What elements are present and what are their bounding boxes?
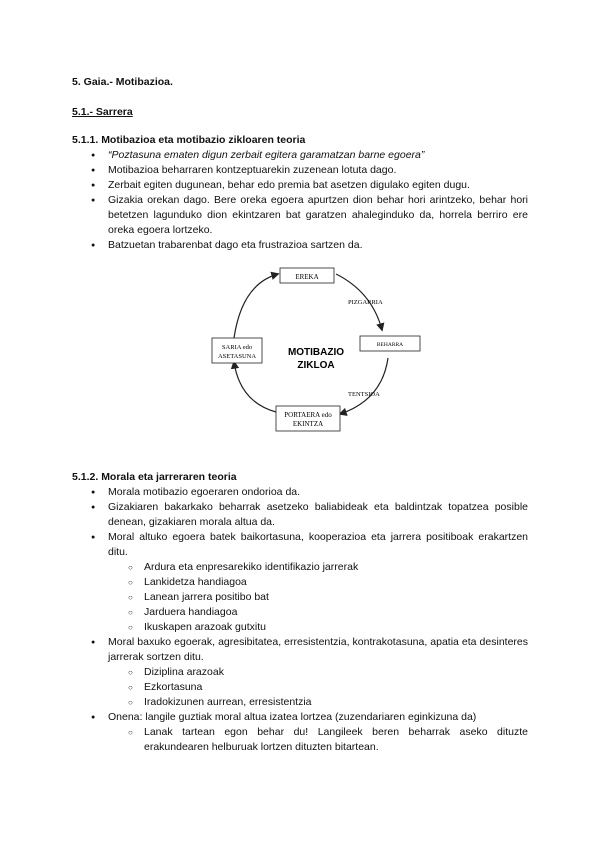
box-saria-label-1: SARIA edo — [221, 344, 253, 351]
label-pizgarria: PIZGARRIA — [348, 299, 383, 306]
sub-list-item: ○ Diziplina arazoak — [144, 665, 528, 680]
list-item: ● Onena: langile guztiak moral altua izatea lortzea (zuzendariaren eginkizuna da) — [108, 710, 528, 725]
section-heading-5-1-1: 5.1.1. Motibazioa eta motibazio zikloaren teoria — [72, 134, 306, 146]
list-item: ● Zerbait egiten dugunean, behar edo premia bat asetzen digulako egiten dugu. — [108, 178, 528, 193]
sub-list-item: ○ Jarduera handiagoa — [144, 605, 528, 620]
sub-list-item: ○ Iradokizunen aurrean, erresistentzia — [144, 695, 528, 710]
section-heading-5-1-2: 5.1.2. Morala eta jarreraren teoria — [72, 471, 237, 483]
sub-list-item: ○ Ardura eta enpresarekiko identifikazio jarrerak — [144, 560, 528, 575]
list-item: ● Motibazioa beharraren kontzeptuarekin zuzenean lotuta dago. — [108, 163, 528, 178]
diagram-center-line-2: ZIKLOA — [297, 360, 335, 371]
motivation-cycle-diagram — [196, 262, 422, 440]
diagram-center-line-1: MOTIBAZIO — [287, 347, 345, 358]
list-item: ● Morala motibazio egoeraren ondorioa da. — [108, 485, 528, 500]
document-title: 5. Gaia.- Motibazioa. — [72, 76, 173, 88]
list-item: ● “Poztasuna ematen digun zerbait egitera garamatzan barne egoera” — [108, 148, 528, 163]
sub-list-item: ○ Ikuskapen arazoak gutxitu — [144, 620, 528, 635]
box-ereka-label: EREKA — [295, 273, 319, 281]
sub-list-item: ○ Lankidetza handiagoa — [144, 575, 528, 590]
section-heading-sarrera: 5.1.- Sarrera — [72, 106, 133, 118]
box-beharra-label: BEHARRA — [376, 342, 404, 348]
sub-list-item: ○ Lanak tartean egon behar du! Langileek beren beharrak aseko dituzte erakundearen helburuak lortzen dituzten bitartean. — [144, 725, 528, 755]
cycle-arrow-bottom-left — [234, 362, 276, 412]
cycle-arrow-top-left — [234, 274, 278, 338]
sub-list-item: ○ Ezkortasuna — [144, 680, 528, 695]
sub-list-item: ○ Lanean jarrera positibo bat — [144, 590, 528, 605]
box-saria-label-2: ASETASUNA — [217, 353, 257, 360]
cycle-arrow-bottom-right — [340, 358, 388, 414]
box-portaera-label-2: EKINTZA — [292, 420, 324, 428]
list-item: ● Gizakiaren bakarkako beharrak asetzeko baliabideak eta baldintzak topatzea posible denean, gizakiaren morala altua da. — [108, 500, 528, 530]
list-item: ● Moral baxuko egoerak, agresibitatea, erresistentzia, kontrakotasuna, apatia eta desinteres jarrerak sortzen ditu. — [108, 635, 528, 665]
label-tentsioa: TENTSIOA — [348, 391, 380, 398]
list-item: ● Moral altuko egoera batek baikortasuna, kooperazioa eta jarrera positiboak erakartzen ditu. — [108, 530, 528, 560]
list-item: ● Gizakia orekan dago. Bere oreka egoera apurtzen dion behar hori arintzeko, behar hori betetzen lagunduko dion ekintzaren bat garatzen ahaleginduko da, horrela berriro ere oreka egoera lortzeko. — [108, 193, 528, 238]
box-portaera-label-1: PORTAERA edo — [284, 411, 332, 419]
list-item: ● Batzuetan trabarenbat dago eta frustrazioa sartzen da. — [108, 238, 528, 253]
